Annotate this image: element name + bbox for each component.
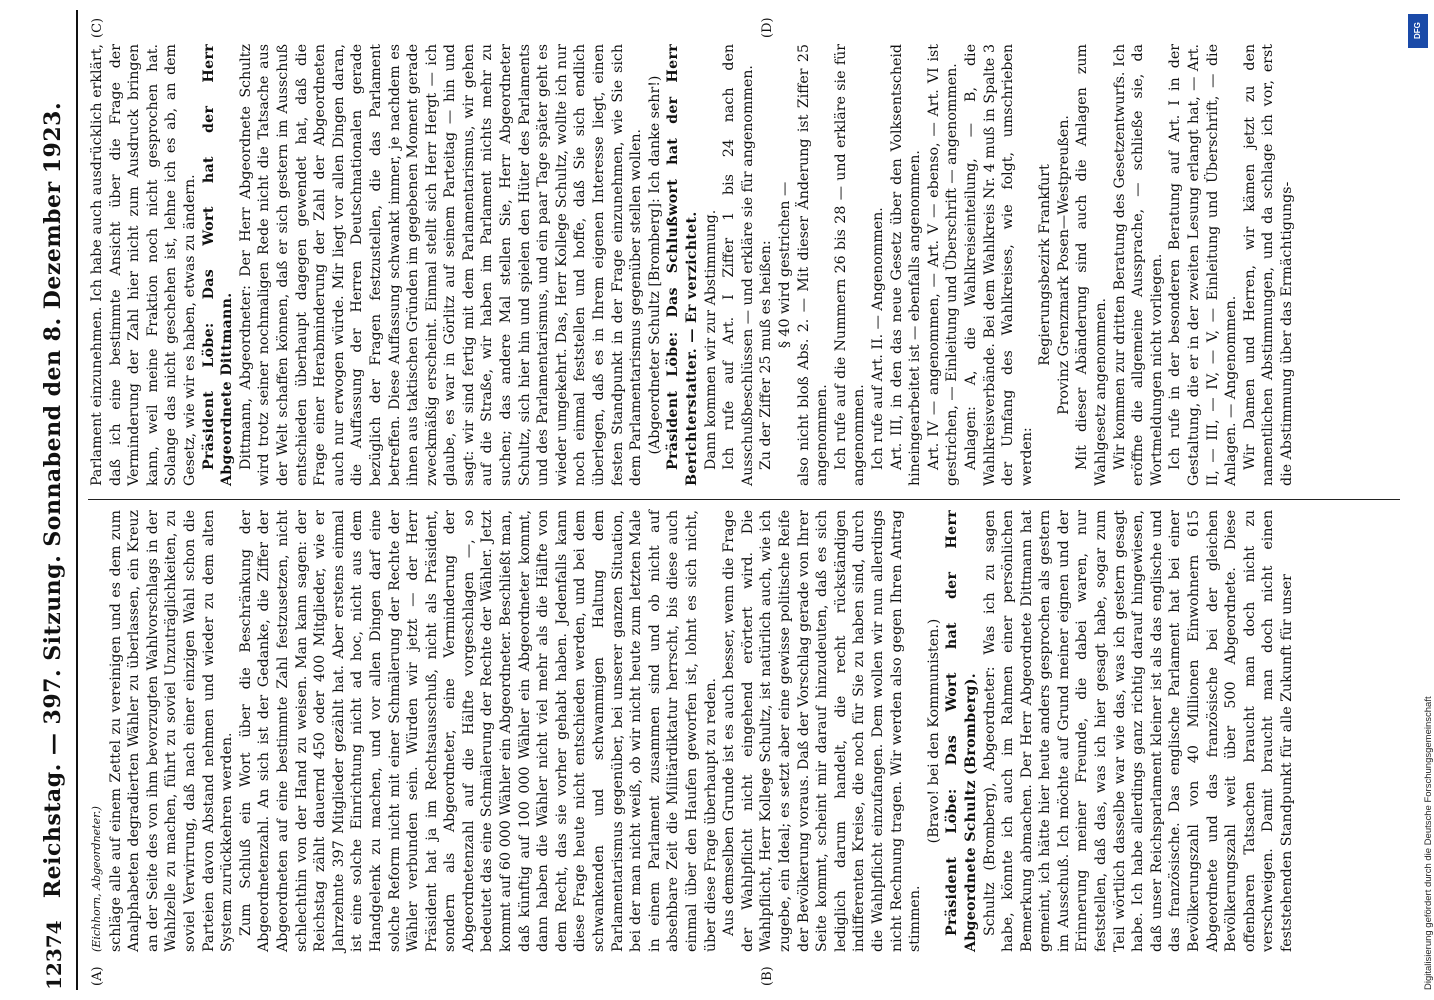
margin-mark-c: (C) xyxy=(90,17,105,38)
paragraph: Schultz (Bromberg), Abgeordneter: Was ich zu sagen habe, könnte ich auch im Rahmen einer persönlichen Bemerkung abmachen. Der Herr Abgeordnete Dittmann hat gemeint, ich hätte hier heute anders gesprochen als gestern im Ausschuß. Ich möchte auf Grund meiner eignen und der Erinnerung meiner Freunde, die dabei waren, nur feststellen, daß das, was ich hier gesagt habe, sogar zum Teil wörtlich dasselbe war wie das, was ich gestern gesagt habe. Ich habe allerdings ganz richtig darauf hingewiesen, daß unser Reichsparlament kleiner ist als das englische und das französische. Das englische Parlament hat bei einer Bevölkerungszahl von 40 Millionen Einwohnern 615 Abgeordnete und das französische bei der gleichen Bevölkerungszahl weit über 500 Abgeordnete. Diese offenbaren Tatsachen braucht man doch nicht zu verschweigen. Damit braucht man doch nicht einen feststehenden Standpunkt für alle Zukunft für unser xyxy=(981,510,1295,952)
interjection: (Abgeordneter Schultz [Bromberg]: Ich danke sehr!) xyxy=(646,75,663,455)
dfg-logo: DFG xyxy=(1408,14,1428,48)
page-number: 12374 xyxy=(42,920,66,990)
paragraph: also nicht bloß Abs. 2. — Mit dieser Änderung ist Ziffer 25 angenommen. xyxy=(795,44,831,486)
column-rule xyxy=(88,499,1400,500)
text-column-left xyxy=(88,510,1400,952)
funding-note-strip xyxy=(1405,10,1433,990)
president-remark: Präsident Löbe: Das Schlußwort hat der Herr Berichterstatter. — Er verzichtet. xyxy=(665,44,700,486)
newspaper-page xyxy=(20,0,1420,1000)
interjection: (Bravo! bei den Kommunisten.) xyxy=(925,618,942,844)
paragraph: § 40 wird gestrichen — xyxy=(776,181,793,349)
funding-note: Digitalisierung gefördert durch die Deutsche Forschungsgemeinschaft xyxy=(1423,696,1434,990)
president-remark: Präsident Löbe: Das Wort hat der Herr Abgeordnete Dittmann. xyxy=(200,44,236,486)
paragraph: Art. III, in den das neue Gesetz über den Volksentscheid hineingearbeitet ist — ebenfalls angenommen. xyxy=(888,44,924,486)
paragraph: Ich rufe in der besonderen Beratung auf Art. I in der Gestaltung, die er in der zweiten Lesung erlangt hat, — Art. II, — III, — IV, — V, — Einleitung und Überschrift, — die Anlagen. — Angenommen. xyxy=(1167,44,1240,486)
page-heading: Reichstag. — 397. Sitzung. Sonnabend den 8. Dezember 1923. xyxy=(40,101,66,899)
paragraph: Ich rufe auf die Nummern 26 bis 28 — und erkläre sie für angenommen. xyxy=(832,44,868,486)
text-column-right xyxy=(88,44,1400,486)
paragraph: Zu der Ziffer 25 muß es heißen: xyxy=(758,240,775,470)
president-remark: Präsident Löbe: Das Wort hat der Herr Abgeordnete Schultz (Bromberg). xyxy=(944,510,979,952)
paragraph: Wir kommen zur dritten Beratung des Gesetzentwurfs. Ich eröffne die allgemeine Aussprache, — schließe sie, da Wortmeldungen nicht vorliegen. xyxy=(1111,44,1165,486)
speaker-line: (Eichhorn, Abgeordneter.) xyxy=(90,806,103,952)
paragraph: Ich rufe auf Art. II. — Angenommen. xyxy=(869,207,886,470)
paragraph: Art. IV — angenommen, — Art. V — ebenso, — Art. VI ist gestrichen, — Einleitung und Überschrift — angenommen. xyxy=(925,44,961,486)
paragraph: Parlament einzunehmen. Ich habe auch ausdrücklich erklärt, daß ich eine bestimmte Ansicht über die Frage der Verminderung der Zahl hier nicht zum Ausdruck bringen kann, weil meine Fraktion noch nicht gesprochen hat. Solange das nicht geschehen ist, lehne ich es ab, an dem Gesetz, wie wir es haben, etwas zu ändern. xyxy=(89,44,198,486)
paragraph: Anlagen: A, die Wahlkreiseinteilung, — B, die Wahlkreisverbände. Bei dem Wahlkreis Nr. 4 muß in Spalte 3 der Umfang des Wahlkreises, wie folgt, umschrieben werden: xyxy=(962,44,1035,486)
margin-mark-b: (B) xyxy=(760,966,775,986)
page-header xyxy=(30,10,78,990)
paragraph: Mit dieser Abänderung sind auch die Anlagen zum Wahlgesetz angenommen. xyxy=(1074,44,1110,486)
paragraph: Aus demselben Grunde ist es auch besser, wenn die Frage der Wahlpflicht nicht eingehend erörtert wird. Die Wahlpflicht, Herr Kollege Schultz, ist natürlich auch, wie ich zugebe, ein Ideal; es setzt aber eine gewisse politische Reife der Bevölkerung voraus. Daß der Vorschlag gerade von Ihrer Seite kommt, scheint mir darauf hinzudeuten, daß es sich lediglich darum handelt, die recht rückständigen indifferenten Kreise, die noch für Sie zu haben sind, durch die Wahlpflicht einzufangen. Dem wollen wir nun allerdings nicht Rechnung tragen. Wir werden also gegen Ihren Antrag stimmen. xyxy=(721,510,924,952)
paragraph: Provinz Grenzmark Posen—Westpreußen. xyxy=(1055,115,1072,415)
paragraph: Zum Schluß ein Wort über die Beschränkung der Abgeordnetenzahl. An sich ist der Gedanke, die Ziffer der Abgeordneten auf eine bestimmte Zahl festzusetzen, nicht schlechthin von der Hand zu weisen. Man kann sagen: der Reichstag zählt dauernd 450 oder 400 Mitglieder, wie er Jahrzehnte 397 Mitglieder gezählt hat. Aber erstens einmal ist eine solche Einrichtung nicht ad hoc, nicht aus dem Handgelenk zu machen, und vor allen Dingen darf eine solche Reform nicht mit einer Schmälerung der Rechte der Wähler verbunden sein. Würden wir jetzt — der Herr Präsident hat ja im Rechtsausschuß, nicht als Präsident, sondern als Abgeordneter, eine Verminderung der Abgeordnetenzahl auf die Hälfte vorgeschlagen —, so bedeutet das eine Schmälerung der Rechte der Wähler. Jetzt kommt auf 60 000 Wähler ein Abgeordneter. Beschließt man, daß künftig auf 100 000 Wähler ein Abgeordneter kommt, dann haben die Wähler nicht viel mehr als die Hälfte von dem Recht, das sie vorher gehabt haben. Jedenfalls kann diese Frage heute nicht entschieden werden, und bei dem schwankenden und schwammigen Haltung dem Parlamentarismus gegenüber, bei unserer ganzen Situation, bei der man nicht weiß, ob wir nicht heute zum letzten Male in einem Parlament zusammen sind und ob nicht auf absehbare Zeit die Militärdiktatur herrscht, bis diese auch einmal über den Haufen geworfen ist, lohnt es sich nicht, über diese Frage überhaupt zu reden. xyxy=(237,510,719,952)
margin-mark-a: (A) xyxy=(90,966,105,986)
paragraph: Dann kommen wir zur Abstimmung. xyxy=(702,209,719,470)
paragraph: schläge alle auf einem Zettel zu vereinigen und es dem zum Analphabeten degradierten Wähler zu überlassen, ein Kreuz an der Seite des von ihm bevorzugten Wahlvorschlags in der Wahlzelle zu machen, führt zu soviel Unzuträglichkeiten, zu soviel Verwirrung, daß nach einer einzigen Wahl schon die Parteien davon Abstand nehmen und wieder zu dem alten System zurückkehren werden. xyxy=(107,510,236,952)
paragraph: Ich rufe auf Art. I Ziffer 1 bis 24 nach den Ausschußbeschlüssen — und erkläre sie für angenommen. xyxy=(721,44,756,486)
margin-mark-d: (D) xyxy=(760,17,775,38)
paragraph: Wir Damen und Herren, wir kämen jetzt zu den namentlichen Abstimmungen, und da schlage ich vor, erst die Abstimmung über das Ermächtigungs- xyxy=(1241,44,1295,486)
paragraph: Dittmann, Abgeordneter: Der Herr Abgeordnete Schultz wird trotz seiner nochmaligen Rede nicht die Tatsache aus der Welt schaffen können, daß er sich gestern im Ausschuß entschieden überhaupt dagegen gewendet hat, daß die Frage einer Herabminderung der Zahl der Abgeordneten auch nur erwogen würde. Mir liegt vor allen Dingen daran, die Auffassung der Herren Deutschnationalen gerade bezüglich der Fragen festzustellen, die das Parlament betreffen. Diese Auffassung schwankt immer, je nachdem es ihnen aus taktischen Gründen im gegebenen Moment gerade zweckmäßig erscheint. Einmal stellt sich Herr Hergt — ich glaube, es war in Görlitz auf seinem Parteitag — hin und sagt: wir sind fertig mit dem Parlamentarismus, wir gehen auf die Straße, wir haben im Parlament nichts mehr zu suchen; das andere Mal stellen Sie, Herr Abgeordneter Schultz, sich hier hin und spielen den Hüter des Parlaments und des Parlamentarismus, und ein paar Tage später geht es wieder umgekehrt. Das, Herr Kollege Schultz, wollte ich nur noch einmal feststellen und hoffe, daß Sie sich endlich überlegen, daß es in Ihrem eigenen Interesse liegt, einen festen Standpunkt in der Frage einzunehmen, wie Sie sich dem Parlamentarismus gegenüber stellen wollen. xyxy=(237,44,645,486)
paragraph: Regierungsbezirk Frankfurt xyxy=(1037,164,1054,366)
